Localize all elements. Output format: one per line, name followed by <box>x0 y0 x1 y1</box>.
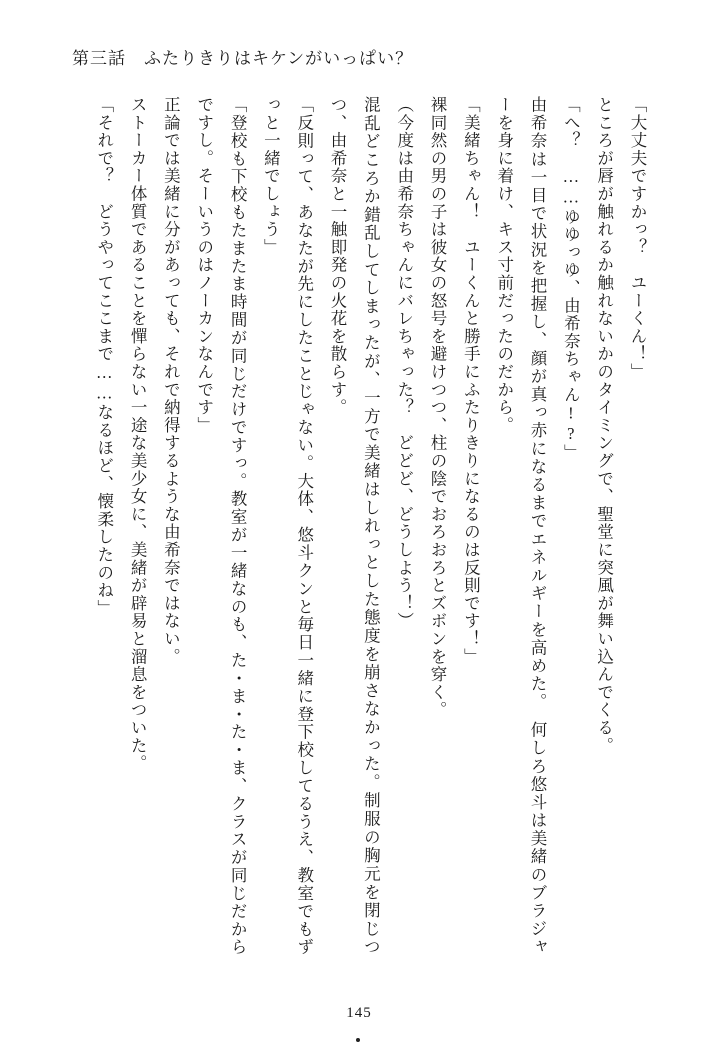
chapter-heading <box>72 44 413 69</box>
paragraph: ストーカー体質であることを憚らない一途な美少女に、美緒が辟易と溜息をついた。 <box>128 96 148 773</box>
paragraph: 「登校も下校もたまたま時間が同じだけですっ。教室が一緒なのも、た・ま・た・ま、クラスが同じだからですし。そーいうのはノーカンなんです」 <box>194 96 248 956</box>
paragraph: 由希奈は一目で状況を把握し、顔が真っ赤になるまでエネルギーを高めた。 何しろ悠斗は美緒のブラジャーを身に着け、キス寸前だったのだから。 <box>494 96 548 956</box>
footer-dot-decoration <box>356 1038 360 1042</box>
paragraph: 正論では美緒に分があっても、それで納得するような由希奈ではない。 <box>161 96 181 666</box>
paragraph: ところが唇が触れるか触れないかのタイミングで、聖堂に突風が舞い込んでくる。 <box>594 96 614 755</box>
chapter-title: ふたりきりはキケンがいっぱい？ <box>144 49 414 68</box>
chapter-number: 第三話 <box>72 49 126 68</box>
paragraph: 混乱どころか錯乱してしまったが、一方で美緒はしれっとした態度を崩さなかった。制服の胸元を閉じつつ、由希奈と一触即発の火花を散らす。 <box>328 96 381 956</box>
paragraph: 裸同然の男の子は彼女の怒号を避けつつ、柱の陰でおろおろとズボンを穿く。 <box>428 96 448 719</box>
paragraph: 「反則って、あなたが先にしたことじゃない。大体、悠斗クンと毎日一緒に登下校してるうえ、教室でもずっと一緒でしょう」 <box>261 96 314 956</box>
paragraph: 「大丈夫ですかっ？ ユーくん！」 <box>628 96 647 381</box>
paragraph: 「美緒ちゃん！ ユーくんと勝手にふたりきりになるのは反則です！」 <box>461 96 481 666</box>
paragraph: 「へ？ ……ゆゆっゆ、由希奈ちゃん!?」 <box>561 96 581 462</box>
body-text <box>86 96 654 956</box>
paragraph: 「それで？ どうやってここまで……なるほど、懐柔したのね」 <box>94 96 114 618</box>
page-number: 145 <box>346 1005 372 1021</box>
paragraph: （今度は由希奈ちゃんにバレちゃった？ どどど、どうしよう！） <box>394 96 414 630</box>
